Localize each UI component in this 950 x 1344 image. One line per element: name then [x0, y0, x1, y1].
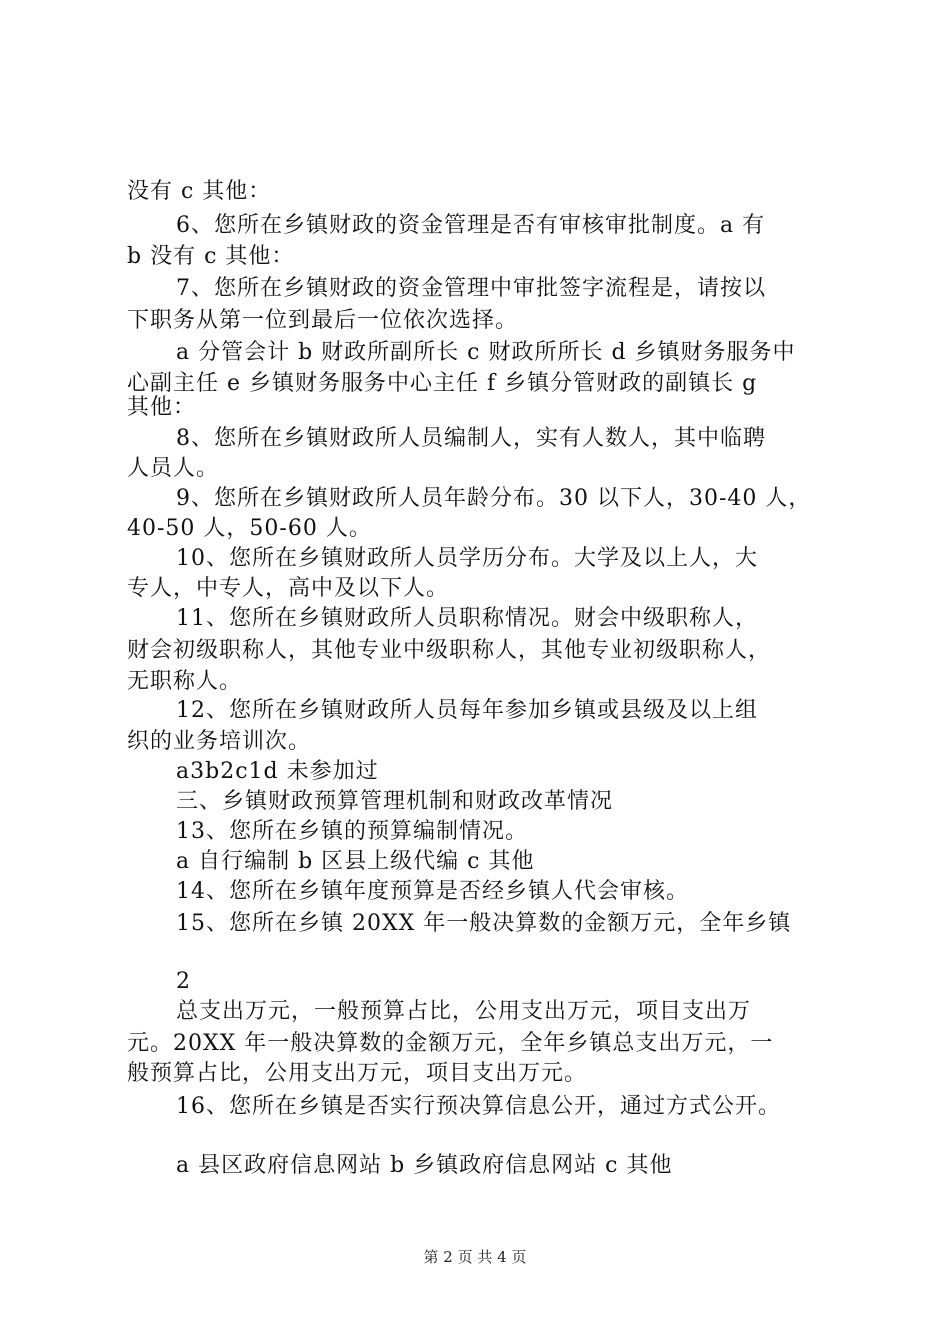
text-line: 专人，中专人，高中及以下人。	[127, 576, 450, 601]
text-line: 元。20XX 年一般决算数的金额万元，全年乡镇总支出万元，一	[127, 1031, 774, 1056]
question-10: 10、您所在乡镇财政所人员学历分布。大学及以上人，大	[176, 546, 758, 571]
question-12: 12、您所在乡镇财政所人员每年参加乡镇或县级及以上组	[176, 698, 758, 723]
text-line: 总支出万元，一般预算占比，公用支出万元，项目支出万	[176, 999, 752, 1024]
question-13: 13、您所在乡镇的预算编制情况。	[176, 819, 528, 844]
text-line: 无职称人。	[127, 669, 243, 694]
question-8: 8、您所在乡镇财政所人员编制人，实有人数人，其中临聘	[176, 426, 766, 451]
question-9: 9、您所在乡镇财政所人员年龄分布。30 以下人，30-40 人，	[176, 486, 812, 511]
options-line: a 分管会计 b 财政所副所长 c 财政所所长 d 乡镇财务服务中	[176, 340, 796, 365]
text-line: 人员人。	[127, 456, 220, 481]
text-line: 织的业务培训次。	[127, 729, 312, 754]
section-heading: 三、乡镇财政预算管理机制和财政改革情况	[176, 789, 614, 814]
text-line: 心副主任 e 乡镇财务服务中心主任 f 乡镇分管财政的副镇长 g	[127, 371, 758, 396]
text-line: 其他：	[127, 395, 197, 420]
text-line: 下职务从第一位到最后一位依次选择。	[127, 308, 519, 333]
question-11: 11、您所在乡镇财政所人员职称情况。财会中级职称人，	[176, 606, 758, 631]
question-14: 14、您所在乡镇年度预算是否经乡镇人代会审核。	[176, 879, 689, 904]
text-line: 没有 c 其他：	[127, 179, 272, 204]
page-footer: 第 2 页 共 4 页	[423, 1248, 527, 1266]
question-16: 16、您所在乡镇是否实行预决算信息公开，通过方式公开。	[176, 1094, 781, 1119]
text-line: 40-50 人，50-60 人。	[127, 516, 372, 541]
options-line: a 自行编制 b 区县上级代编 c 其他	[176, 849, 535, 874]
question-7: 7、您所在乡镇财政的资金管理中审批签字流程是，请按以	[176, 276, 766, 301]
text-line: 般预算占比，公用支出万元，项目支出万元。	[127, 1061, 588, 1086]
options-line: a 县区政府信息网站 b 乡镇政府信息网站 c 其他	[176, 1153, 673, 1178]
question-15: 15、您所在乡镇 20XX 年一般决算数的金额万元，全年乡镇	[176, 911, 792, 936]
question-6: 6、您所在乡镇财政的资金管理是否有审核审批制度。a 有	[176, 213, 766, 238]
text-line: 财会初级职称人，其他专业中级职称人，其他专业初级职称人，	[127, 638, 772, 663]
text-line: b 没有 c 其他：	[127, 244, 295, 269]
options-line: a3b2c1d 未参加过	[176, 759, 379, 784]
page-break-number: 2	[176, 969, 191, 994]
